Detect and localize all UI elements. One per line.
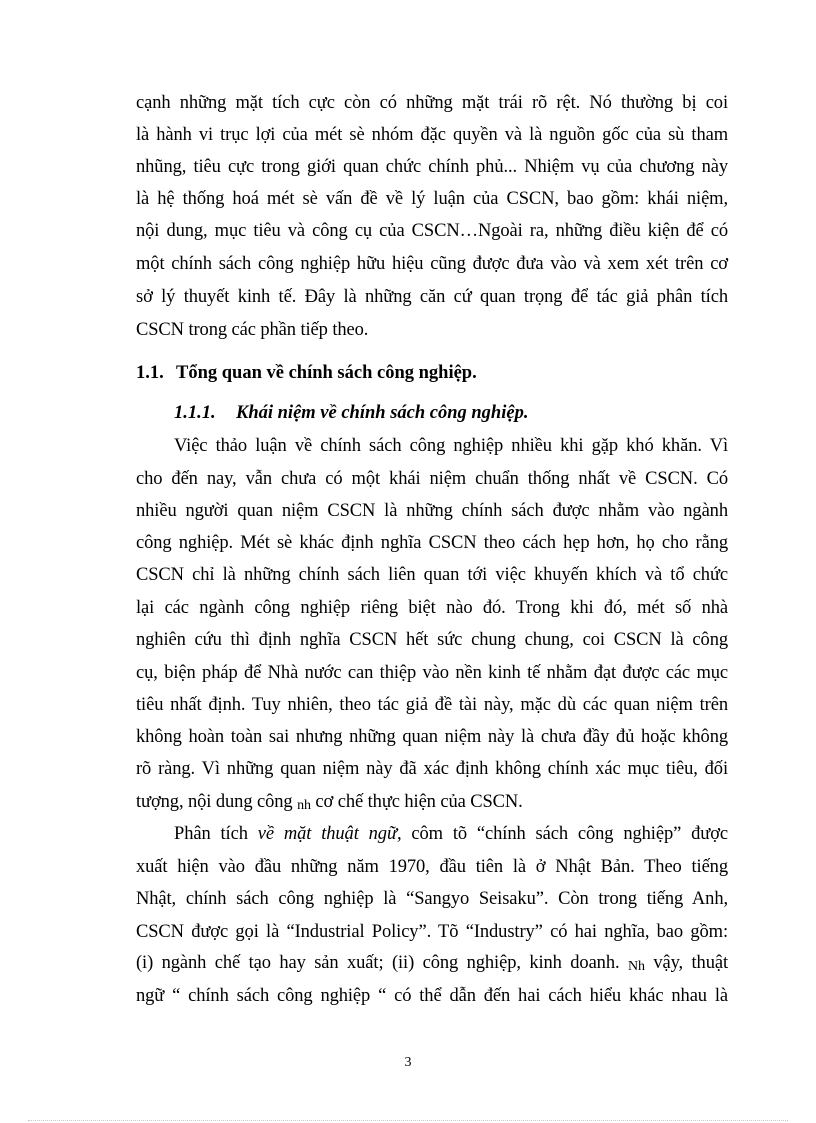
paragraph1-line-3: nhiều người quan niệm CSCN là những chính sách được nhằm vào ngành — [136, 501, 728, 521]
paragraph1-line-12-start: tượng, nội dung công — [136, 792, 298, 812]
paragraph2-line-6: ngữ “ chính sách công nghiệp “ có thể dẫn đến hai cách hiểu khác nhau là — [136, 986, 728, 1006]
intro-line-1: cạnh những mặt tích cực còn có những mặt trái rõ rệt. Nó thường bị coi — [136, 93, 728, 113]
paragraph1-line-8: cụ, biện pháp để Nhà nước can thiệp vào nền kinh tế nhằm đạt được các mục — [136, 663, 728, 683]
intro-line-7: sở lý thuyết kinh tế. Đây là những căn cứ quan trọng để tác giả phân tích — [136, 287, 728, 307]
paragraph2-italic-term: về mặt thuật ngữ, — [257, 824, 402, 844]
intro-line-3: nhũng, tiêu cực trong giới quan chức chính phủ... Nhiệm vụ của chương này — [136, 157, 728, 177]
paragraph1-line-1: Việc thảo luận về chính sách công nghiệp nhiều khi gặp khó khăn. Vì — [174, 436, 728, 456]
paragraph1-line-4: công nghiệp. Mét sè khác định nghĩa CSCN theo cách hẹp hơn, họ cho rằng — [136, 533, 728, 553]
paragraph2-line-4: CSCN được gọi là “Industrial Policy”. Tõ “Industry” có hai nghĩa, bao gồm: — [136, 922, 728, 942]
subsection-title: Khái niệm về chính sách công nghiệp. — [236, 403, 529, 423]
section-title: Tổng quan về chính sách công nghiệp. — [176, 363, 477, 383]
paragraph1-line-2: cho đến nay, vẫn chưa có một khái niệm chuẩn thống nhất về CSCN. Có — [136, 469, 728, 489]
intro-line-2: là hành vi trục lợi của mét sè nhóm đặc quyền và là nguồn gốc của sù tham — [136, 125, 728, 145]
paragraph1-line-9: tiêu nhất định. Tuy nhiên, theo tác giả đề tài này, mặc dù các quan niệm trên — [136, 695, 728, 715]
intro-line-6: một chính sách công nghiệp hữu hiệu cũng được đưa vào và xem xét trên cơ — [136, 254, 728, 274]
intro-line-4: là hệ thống hoá mét sè vấn đề về lý luận của CSCN, bao gồm: khái niệm, — [136, 189, 728, 209]
intro-line-8: CSCN trong các phần tiếp theo. — [136, 320, 369, 340]
intro-line-5: nội dung, mục tiêu và công cụ của CSCN…Ngoài ra, những điều kiện để có — [136, 221, 728, 241]
paragraph2-line-5 — [136, 951, 728, 977]
paragraph2-line-3: Nhật, chính sách công nghiệp là “Sangyo Seisaku”. Còn trong tiếng Anh, — [136, 889, 728, 909]
footer-divider — [28, 1120, 788, 1121]
section-number: 1.1. — [136, 363, 164, 383]
subsection-number: 1.1.1. — [174, 403, 216, 423]
paragraph1-line-5: CSCN chỉ là những chính sách liên quan tới việc khuyến khích và tổ chức — [136, 565, 728, 585]
paragraph2-line-1-start: Phân tích — [174, 824, 258, 844]
paragraph1-line-10: không hoàn toàn sai nhưng những quan niệm này là chưa đầy đủ hoặc không — [136, 727, 728, 747]
paragraph2-line-1 — [174, 822, 728, 846]
paragraph1-line-6: lại các ngành công nghiệp riêng biệt nào đó. Trong khi đó, mét số nhà — [136, 598, 728, 618]
page-number: 3 — [404, 1055, 412, 1070]
paragraph2-line-5-start: (i) ngành chế tạo hay sản xuất; (ii) công nghiệp, kinh doanh. — [136, 953, 628, 973]
paragraph1-line-7: nghiên cứu thì định nghĩa CSCN hết sức chung chung, coi CSCN là công — [136, 630, 728, 650]
paragraph2-line-5-end: vậy, thuật — [644, 953, 728, 973]
paragraph1-line-12 — [136, 790, 728, 816]
paragraph1-line-12-end: cơ chế thực hiện của CSCN. — [310, 792, 523, 812]
paragraph1-line-12-small: nh — [297, 798, 311, 813]
paragraph2-line-5-small: Nh — [627, 959, 645, 974]
subsection-heading — [174, 401, 528, 425]
paragraph2-line-1-end: côm tõ “chính sách công nghiệp” được — [401, 824, 728, 844]
paragraph1-line-11: rõ ràng. Vì những quan niệm này đã xác định không chính xác mục tiêu, đối — [136, 759, 728, 779]
paragraph2-line-2: xuất hiện vào đầu những năm 1970, đầu tiên là ở Nhật Bản. Theo tiếng — [136, 857, 728, 877]
section-heading — [136, 361, 477, 385]
